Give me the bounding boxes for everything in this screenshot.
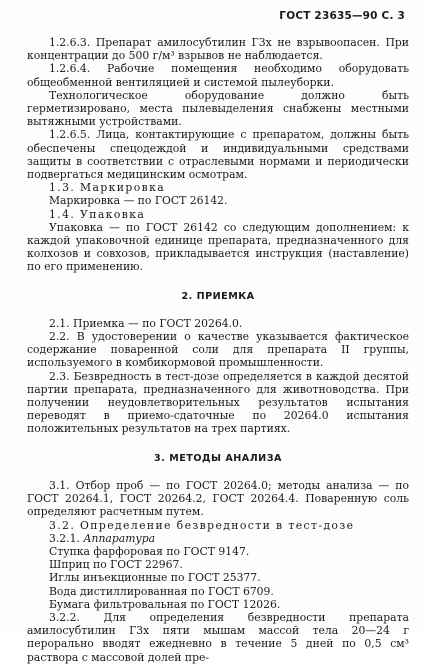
paragraph-3-2-1 bbox=[27, 532, 409, 545]
document-body bbox=[27, 36, 409, 664]
paragraph-1-2-6-3: 1.2.6.3. Препарат амилосубтилин Г3х не взрывоопасен. При концентрации до 500 г/м³ взрывов не наблюдается. bbox=[27, 36, 409, 63]
apparatus-item-filter-paper: Бумага фильтровальная по ГОСТ 12026. bbox=[49, 597, 281, 611]
paragraph-2-2: 2.2. В удостоверении о качестве указывается фактическое содержание поваренной соли для препарата II группы, используемого в комбикормовой промышленности. bbox=[27, 330, 409, 370]
paragraph-1-2-6-5: 1.2.6.5. Лица, контактирующие с препаратом, должны быть обеспечены спецодеждой и индивидуальными средствами защиты в соответствии с отраслевыми нормами и периодически подвергаться медицинским осмотрам. bbox=[27, 128, 409, 182]
apparatus-item-mortar: Ступка фарфоровая по ГОСТ 9147. bbox=[49, 544, 250, 558]
subsection-1-4-text: Упаковка — по ГОСТ 26142 со следующим дополнением: к каждой упаковочной единице препарата, предназначенного для колхозов и совхозов, прикладывается инструкция (наставление) по его применению. bbox=[27, 220, 409, 274]
paragraph-3-2-1-number: 3.2.1. bbox=[49, 531, 80, 545]
paragraph-3-2-2: 3.2.2. Для определения безвредности препарата амилосубтилин Г3х пяти мышам массой тела 20—24 г перорально вводят ежедневно в течение 5 дней по 0,5 см³ раствора с массовой долей пре- bbox=[27, 610, 409, 664]
apparatus-item-syringe: Шприц по ГОСТ 22967. bbox=[49, 558, 183, 572]
paragraph-technological-equipment: Технологическое оборудование должно быть герметизировано, места пылевыделения снабжены местными вытяжными устройствами. bbox=[27, 88, 409, 129]
section-3-heading: 3. МЕТОДЫ АНАЛИЗА bbox=[154, 452, 282, 464]
paragraph-3-2-title: 3.2. Определение безвредности в тест-дозе bbox=[49, 518, 355, 532]
subsection-1-4-title: 1.4. Упаковка bbox=[49, 207, 146, 221]
apparatus-item-needles: Иглы инъекционные по ГОСТ 25377. bbox=[49, 571, 261, 585]
section-2-heading: 2. ПРИЕМКА bbox=[181, 290, 255, 302]
paragraph-1-2-6-4: 1.2.6.4. Рабочие помещения необходимо оборудовать общеобменной вентиляцией и системой пылеуборки. bbox=[27, 62, 409, 89]
subsection-1-3-text: Маркировка — по ГОСТ 26142. bbox=[49, 194, 228, 208]
subsection-1-3-title: 1.3. Маркировка bbox=[49, 181, 166, 195]
paragraph-2-1: 2.1. Приемка — по ГОСТ 20264.0. bbox=[49, 316, 243, 330]
apparatus-item-water: Вода дистиллированная по ГОСТ 6709. bbox=[49, 584, 274, 598]
paragraph-3-2-1-title: Аппаратура bbox=[83, 531, 156, 545]
page-header: ГОСТ 23635—90 С. 3 bbox=[279, 10, 405, 22]
paragraph-2-3: 2.3. Безвредность в тест-дозе определяется в каждой десятой партии препарата, предназначенного для животноводства. При получении неудовлетворительных результатов испытания переводят в приемо-сдаточные по 20264.0 испытания положительных результатов на трех партиях. bbox=[27, 369, 409, 436]
paragraph-3-1: 3.1. Отбор проб — по ГОСТ 20264.0; методы анализа — по ГОСТ 20264.1, ГОСТ 20264.2, ГОСТ 20264.4. Поваренную соль определяют расчетным путем. bbox=[27, 478, 409, 519]
